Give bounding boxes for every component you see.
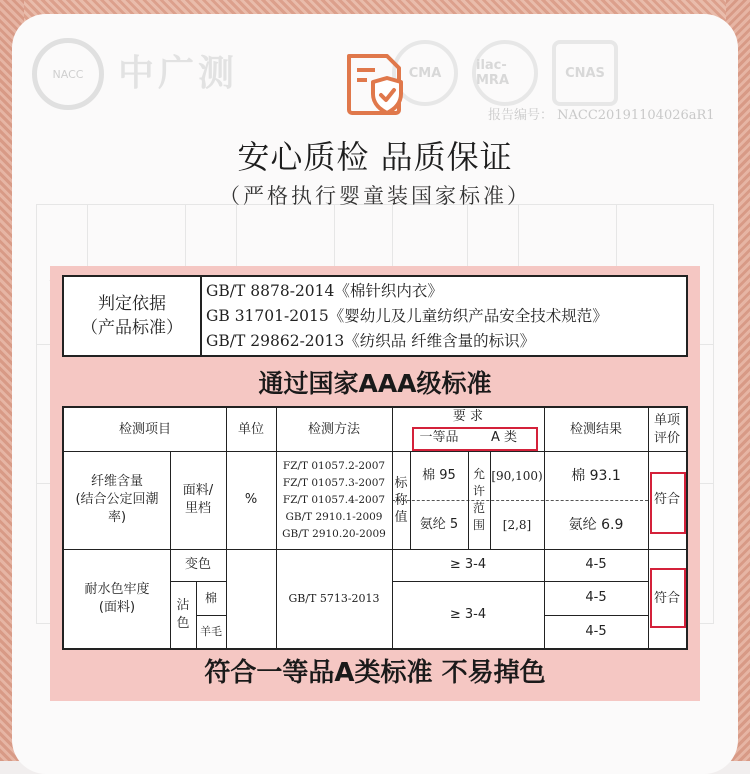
fiber-content-label	[64, 451, 170, 549]
colorfastness-line2: (面料)	[98, 599, 136, 615]
basis-label-line2: （产品标准）	[81, 318, 183, 338]
cotton-range: [90,100)	[491, 469, 543, 483]
allowed-char: 围	[472, 518, 485, 532]
document-shield-icon	[343, 52, 405, 116]
header-test-result: 检测结果	[569, 421, 622, 437]
staining-label	[170, 581, 196, 648]
fiber-method-item: GB/T 2910.1-2009	[285, 510, 383, 523]
colorfastness-evaluation-highlight	[650, 568, 686, 628]
report-number-watermark: 报告编号： NACC20191104026aR1	[488, 108, 715, 123]
allowed-range-label	[468, 451, 490, 549]
fiber-label-line2: (结合公定回潮	[75, 492, 159, 507]
header-evaluation-line1: 单项	[653, 412, 680, 428]
staining-char: 沾	[176, 597, 190, 613]
wool-staining-result: 4-5	[585, 623, 607, 639]
colorfastness-method: GB/T 5713-2013	[288, 591, 380, 605]
ilac-seal-watermark: ilac-MRA	[472, 40, 538, 106]
fiber-evaluation: 符合	[653, 492, 680, 507]
nominal-char: 值	[394, 509, 408, 525]
spandex-range: [2,8]	[502, 518, 532, 532]
pass-banner: 通过国家AAA级标准	[258, 369, 492, 398]
cotton-nominal: 棉 95	[422, 468, 456, 483]
fiber-label-line1: 纤维含量	[90, 474, 143, 489]
allowed-char: 允	[472, 467, 485, 481]
bottom-banner: 符合一等品A类标准 不易掉色	[204, 658, 546, 688]
header-requirement: 要 求	[452, 409, 484, 424]
fiber-method-item: GB/T 2910.20-2009	[282, 527, 386, 540]
page-subtitle: （严格执行婴童装国家标准）	[219, 184, 531, 208]
grade-class-highlight	[412, 427, 538, 451]
org-logo-text: NACC	[52, 67, 84, 81]
fiber-unit: %	[244, 492, 258, 507]
spandex-nominal: 氨纶 5	[419, 517, 459, 532]
cnas-seal-watermark: CNAS	[552, 40, 618, 106]
standard-item: GB/T 29862-2013《纺织品 纤维含量的标识》	[206, 331, 536, 350]
fiber-methods	[276, 455, 392, 545]
header-test-method: 检测方法	[307, 421, 360, 437]
org-logo-watermark	[32, 38, 104, 110]
header-test-item: 检测项目	[118, 421, 171, 437]
staining-wool-label: 羊毛	[200, 624, 222, 638]
color-change-label: 变色	[184, 557, 211, 572]
fiber-method-item: FZ/T 01057.4-2007	[282, 493, 386, 506]
staining-cotton-label: 棉	[204, 591, 217, 605]
org-name-watermark: 中广测	[118, 53, 239, 94]
nominal-char: 称	[394, 492, 408, 508]
fabric-part-line2: 里档	[184, 501, 211, 516]
standard-item: GB 31701-2015《婴幼儿及儿童纺织产品安全技术规范》	[206, 306, 608, 325]
fabric-part-line1: 面料/	[182, 483, 214, 498]
fiber-evaluation-highlight	[650, 472, 686, 534]
fiber-method-item: FZ/T 01057.3-2007	[282, 476, 386, 489]
staining-char: 色	[176, 615, 190, 631]
fiber-method-item: FZ/T 01057.2-2007	[282, 459, 386, 472]
page-title: 安心质检 品质保证	[237, 138, 513, 176]
colorfastness-line1: 耐水色牢度	[84, 581, 150, 597]
color-change-requirement: ≥ 3-4	[449, 557, 487, 572]
spandex-result: 氨纶 6.9	[568, 517, 624, 533]
dashed-divider	[392, 500, 648, 501]
fiber-label-line3: 率)	[107, 510, 127, 525]
cotton-staining-result: 4-5	[585, 590, 607, 605]
colorfastness-label	[64, 549, 170, 648]
basis-label-line1: 判定依据	[98, 294, 166, 314]
staining-requirement: ≥ 3-4	[449, 606, 487, 622]
standards-list	[202, 277, 686, 355]
nominal-value-label	[392, 451, 410, 549]
cma-seal-watermark: CMA	[392, 40, 458, 106]
test-results-table	[62, 406, 688, 650]
cotton-result: 棉 93.1	[571, 468, 621, 484]
color-change-result: 4-5	[585, 557, 607, 572]
header-grade: 一等品	[419, 430, 459, 445]
judgment-basis-label	[64, 277, 202, 355]
header-evaluation-line2: 评价	[653, 430, 680, 446]
allowed-char: 范	[472, 501, 485, 515]
fabric-part-label	[170, 451, 226, 549]
allowed-char: 许	[472, 484, 485, 498]
standard-item: GB/T 8878-2014《棉针织内衣》	[206, 281, 443, 300]
header-unit: 单位	[237, 421, 264, 437]
header-evaluation	[648, 408, 686, 451]
judgment-basis-box	[62, 275, 688, 357]
colorfastness-evaluation: 符合	[653, 590, 680, 606]
nominal-char: 标	[394, 475, 408, 491]
header-class: A 类	[490, 430, 518, 445]
